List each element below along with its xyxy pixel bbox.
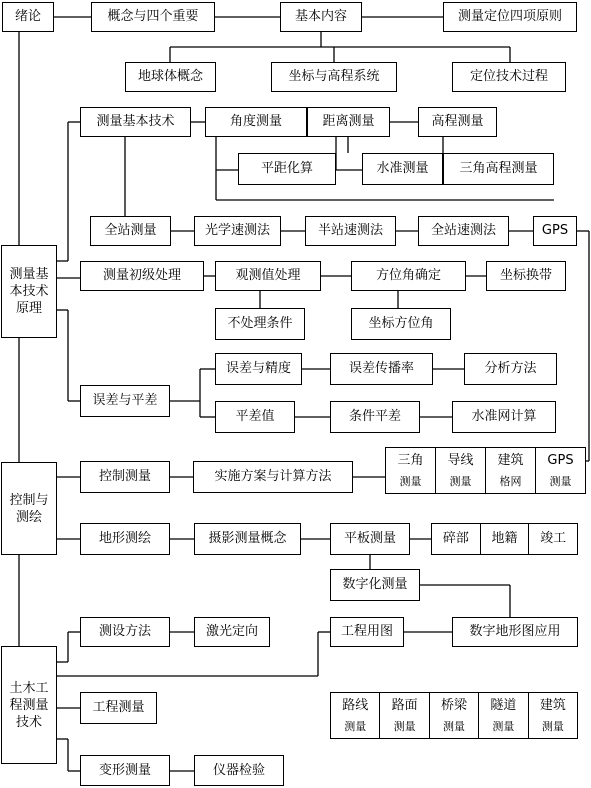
terrain-survey-cell: 地籍 (481, 524, 530, 554)
control-method-cell (536, 448, 585, 493)
engineering-survey-top: 路线 (342, 697, 369, 713)
node-fenxi: 分析方法 (464, 353, 557, 385)
control-method-cell (436, 448, 486, 493)
node-celiang-jiben-jishu: 测量基本技术 (80, 107, 191, 137)
node-quanzhan-2: 全站速测法 (418, 216, 509, 246)
node-bianxing: 变形测量 (80, 755, 170, 786)
node-gongcheng-yongtu: 工程用图 (330, 617, 404, 647)
node-tumu: 土木工程测量技术 (1, 646, 57, 764)
node-shuizhun: 水准测量 (362, 153, 443, 185)
control-method-top: 三角 (397, 452, 424, 468)
node-yiqi: 仪器检验 (194, 755, 284, 786)
control-method-bottom: 测量 (449, 474, 472, 488)
engineering-survey-top: 隧道 (490, 697, 517, 713)
node-pingju: 平距化算 (238, 153, 336, 185)
node-tiaojian: 条件平差 (330, 401, 420, 433)
engineering-survey-bottom: 测量 (443, 719, 466, 733)
control-method-top: GPS (547, 452, 574, 468)
control-method-cell (486, 448, 536, 493)
control-method-bottom: 测量 (399, 474, 422, 488)
node-diqiuti: 地球体概念 (125, 62, 216, 92)
engineering-survey-top: 桥梁 (441, 697, 468, 713)
engineering-survey-cell (430, 693, 479, 738)
node-zuobiao-fangwei: 坐标方位角 (351, 308, 451, 340)
node-banzhan: 半站速测法 (305, 216, 396, 246)
node-gongcheng-celiang: 工程测量 (80, 692, 157, 724)
node-pingban: 平板测量 (330, 523, 410, 555)
node-chuji-chuli: 测量初级处理 (80, 261, 204, 291)
control-method-cell (386, 448, 436, 493)
node-dingwei-yuanze: 测量定位四项原则 (443, 2, 577, 32)
node-pingcha-zhi: 平差值 (215, 401, 295, 433)
engineering-survey-top: 路面 (391, 697, 418, 713)
node-sheying: 摄影测量概念 (194, 523, 301, 555)
node-kongzhi-cehui: 控制与测绘 (1, 462, 57, 555)
node-dingwei-guocheng: 定位技术过程 (452, 62, 566, 92)
node-huandai: 坐标换带 (486, 261, 566, 291)
terrain-survey-group (431, 523, 578, 555)
engineering-survey-cell (380, 693, 429, 738)
engineering-survey-bottom: 测量 (344, 719, 367, 733)
engineering-survey-cell (331, 693, 380, 738)
engineering-survey-bottom: 测量 (393, 719, 416, 733)
node-gps: GPS (533, 216, 577, 246)
control-method-top: 建筑 (497, 452, 524, 468)
node-shishi-fangan: 实施方案与计算方法 (193, 461, 353, 493)
node-shuzi-dixingtu: 数字地形图应用 (452, 617, 578, 647)
engineering-survey-bottom: 测量 (492, 719, 515, 733)
engineering-survey-bottom: 测量 (541, 719, 564, 733)
control-method-top: 导线 (447, 452, 474, 468)
node-dixing-cehui: 地形测绘 (80, 523, 170, 555)
node-zuobiao-gaocheng: 坐标与高程系统 (271, 62, 397, 92)
node-guance-chuli: 观测值处理 (215, 261, 321, 291)
node-xulun: 绪论 (2, 2, 54, 32)
engineering-survey-cell (479, 693, 528, 738)
node-wucha-pingcha: 误差与平差 (80, 385, 170, 417)
node-fangwei-queding: 方位角确定 (351, 261, 466, 291)
node-buchuli: 不处理条件 (215, 308, 305, 340)
control-method-bottom: 格网 (499, 474, 522, 488)
node-shuizhunwang: 水准网计算 (452, 401, 556, 433)
engineering-survey-top: 建筑 (539, 697, 566, 713)
node-jiguang: 激光定向 (194, 617, 270, 647)
node-shuzihua: 数字化测量 (330, 569, 420, 601)
node-guangxue: 光学速测法 (194, 216, 281, 246)
node-jiben-neirong: 基本内容 (280, 2, 362, 32)
node-gainian: 概念与四个重要 (91, 2, 215, 32)
node-kongzhi-celiang: 控制测量 (80, 461, 170, 493)
terrain-survey-cell: 碎部 (432, 524, 481, 554)
node-gaocheng: 高程测量 (418, 107, 497, 137)
node-wucha-chuanbo: 误差传播率 (330, 353, 433, 385)
node-quanzhan-1: 全站测量 (90, 216, 171, 246)
engineering-survey-cell (529, 693, 577, 738)
node-jiaodu: 角度测量 (205, 107, 307, 137)
control-method-bottom: 测量 (549, 474, 572, 488)
engineering-survey-group (330, 692, 578, 739)
terrain-survey-cell: 竣工 (540, 531, 567, 546)
control-methods-group (385, 447, 586, 494)
node-juli: 距离测量 (307, 107, 390, 137)
node-cesheng-fangfa: 测设方法 (80, 617, 170, 647)
node-wucha-jingdu: 误差与精度 (215, 353, 302, 385)
node-jiben-yuanli: 测量基本技术原理 (1, 245, 57, 338)
node-sanjiao-gaocheng: 三角高程测量 (443, 153, 554, 185)
